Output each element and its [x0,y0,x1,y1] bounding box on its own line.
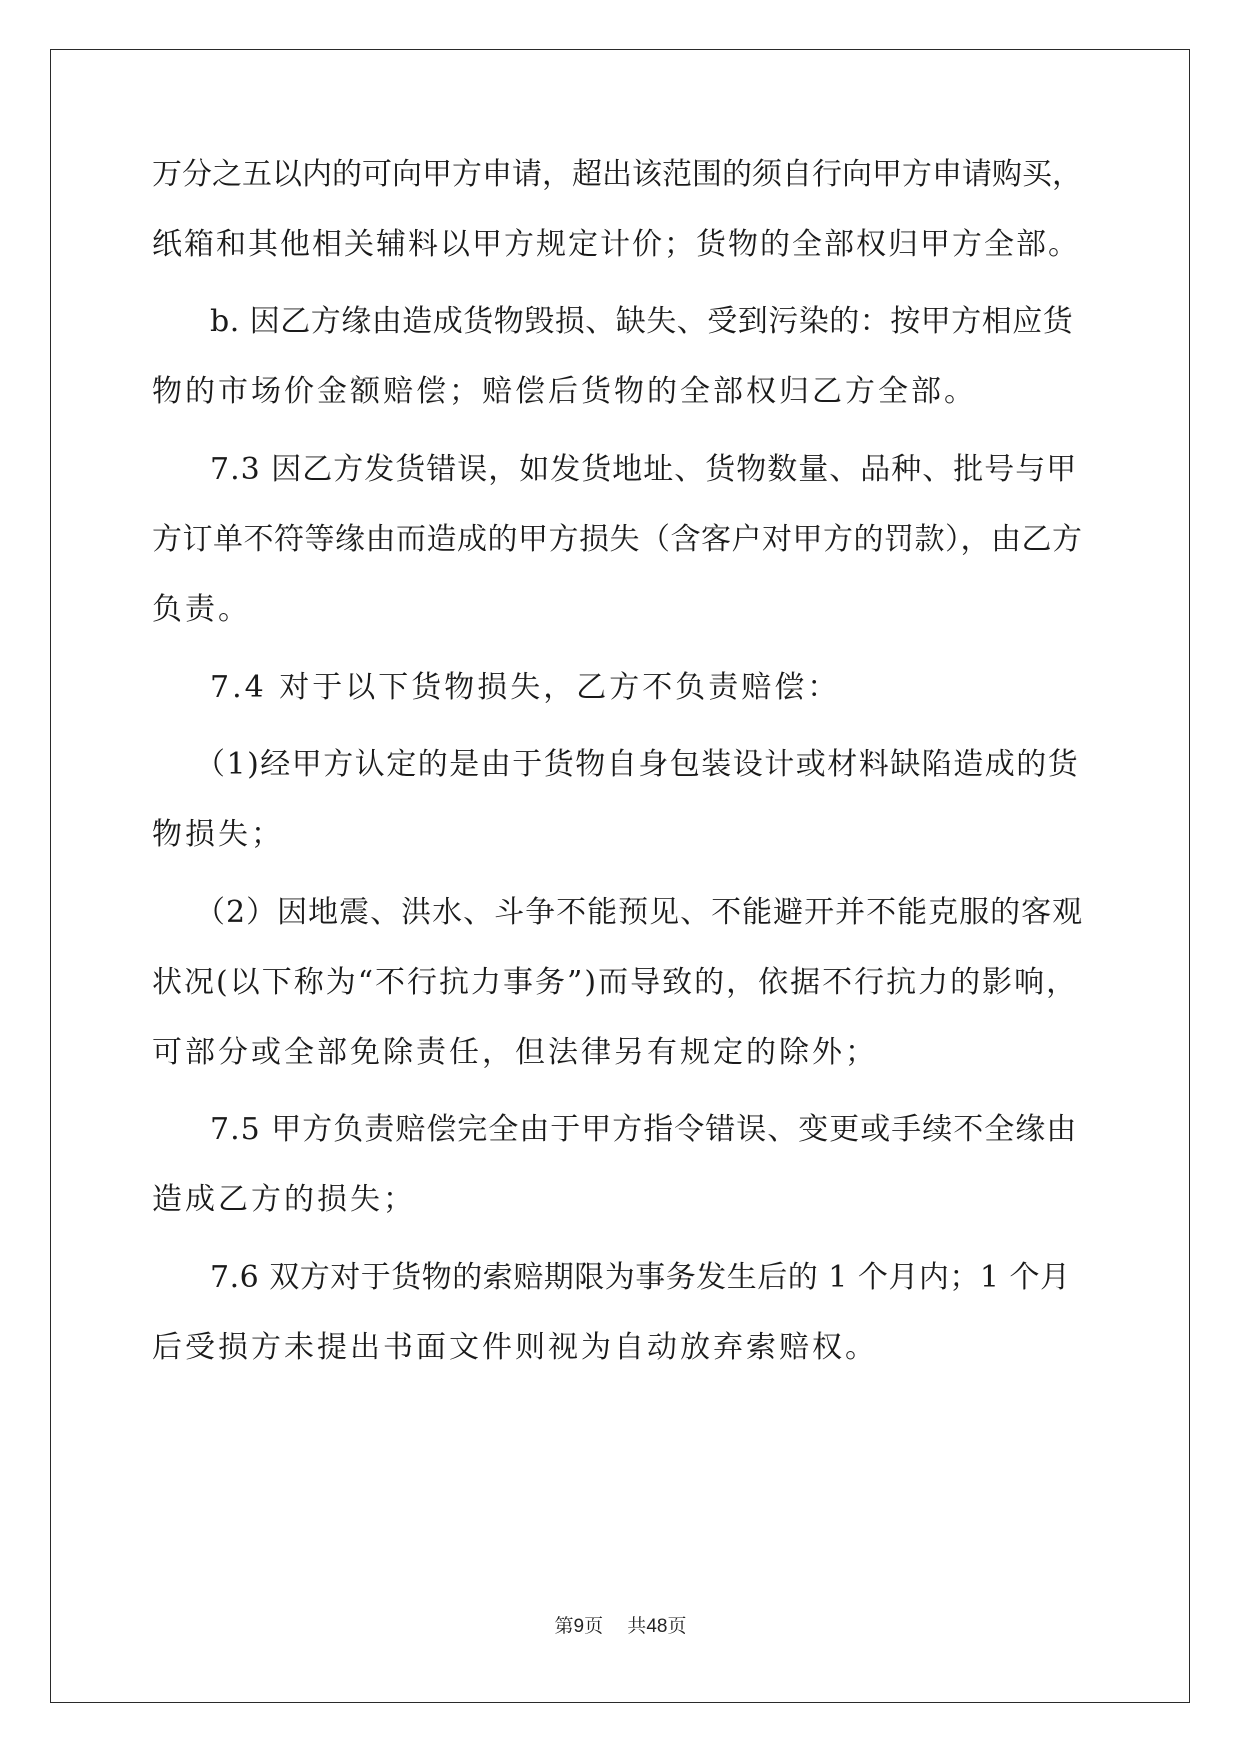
text-line: 造成乙方的损失； [152,1182,416,1217]
text-line: 纸箱和其他相关辅料以甲方规定计价；货物的全部权归甲方全部。 [152,227,1080,262]
text-line: 可部分或全部免除责任，但法律另有规定的除外； [152,1035,878,1070]
text-line: （1)经甲方认定的是由于货物自身包装设计或材料缺陷造成的货 [195,747,1080,782]
text-line: 7.3 因乙方发货错误，如发货地址、货物数量、品种、批号与甲 [210,452,1078,487]
text-line: 负责。 [152,592,251,627]
text-line: （2）因地震、洪水、斗争不能预见、不能避开并不能克服的客观 [195,895,1084,930]
page-footer [0,1614,1241,1639]
text-line: 物的市场价金额赔偿；赔偿后货物的全部权归乙方全部。 [152,374,977,409]
text-line: 物损失； [152,817,284,852]
text-line: 状况(以下称为“不行抗力事务”)而导致的，依据不行抗力的影响， [152,965,1079,1000]
footer-page-suffix: 页 [584,1615,604,1637]
text-line: 后受损方未提出书面文件则视为自动放弃索赔权。 [152,1330,878,1365]
footer-total-suffix: 页 [667,1615,687,1637]
total-pages: 48 [646,1616,668,1637]
text-line: 7.6 双方对于货物的索赔期限为事务发生后的 1 个月内；1 个月 [210,1260,1071,1295]
text-line: 7.5 甲方负责赔偿完全由于甲方指令错误、变更或手续不全缘由 [210,1112,1078,1147]
footer-total-prefix: 共 [627,1615,647,1637]
text-line: 万分之五以内的可向甲方申请，超出该范围的须自行向甲方申请购买， [152,157,1082,192]
footer-prefix: 第 [554,1615,574,1637]
text-line: 7.4 对于以下货物损失，乙方不负责赔偿： [210,670,841,705]
page-border [50,49,1190,1703]
page-number: 9 [573,1616,585,1637]
text-line: 方订单不符等缘由而造成的甲方损失（含客户对甲方的罚款），由乙方 [152,522,1083,557]
text-line: b. 因乙方缘由造成货物毁损、缺失、受到污染的：按甲方相应货 [210,304,1074,339]
